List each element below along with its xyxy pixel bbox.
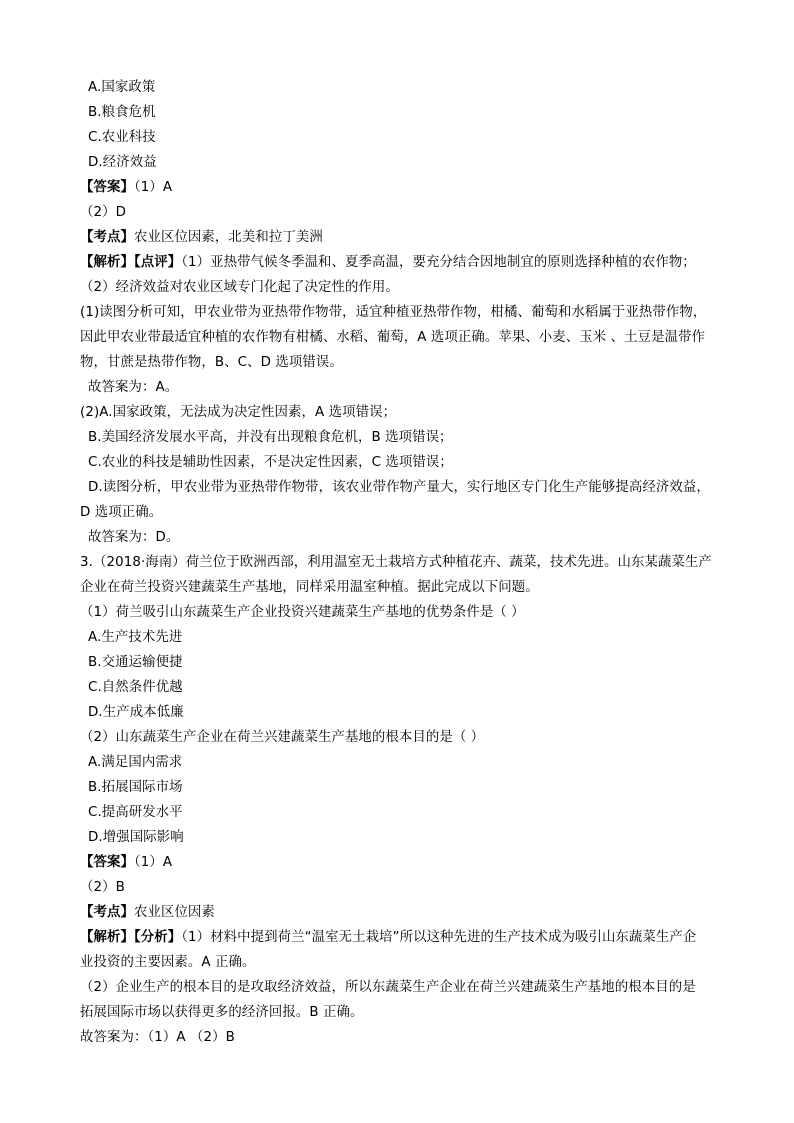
option-c: C.自然条件优越 (88, 680, 183, 695)
text-line: D 选项正确。 (80, 505, 163, 520)
exam-point-line (80, 229, 323, 247)
answer-line-1 (80, 854, 172, 872)
answer-label: 【答案】 (80, 180, 134, 195)
option-b-food-crisis: B.粮食危机 (88, 105, 156, 120)
exam-point-line (80, 904, 215, 922)
answer-line-2: （2）B (80, 880, 125, 895)
sub-question-2: （2）山东蔬菜生产企业在荷兰兴建蔬菜生产基地的根本目的是（ ） (80, 730, 485, 745)
text-line: 故答案为：A。 (88, 380, 179, 395)
analysis-line (80, 254, 696, 272)
option-d: D.增强国际影响 (88, 830, 184, 845)
text-line: 业投资的主要因素。A 正确。 (80, 955, 256, 970)
text-line: 因此甲农业带最适宜种植的农作物有柑橘、水稻、葡萄，A 选项正确。苹果、小麦、玉米 、土豆是温带作 (80, 330, 706, 345)
answer-text: （1）A (133, 180, 173, 195)
sub-question-1: （1）荷兰吸引山东蔬菜生产企业投资兴建蔬菜生产基地的优势条件是（ ） (80, 605, 525, 620)
exam-point-text: 农业区位因素，北美和拉丁美洲 (133, 230, 323, 245)
comment-label: 【点评】 (133, 255, 182, 270)
option-b: B.拓展国际市场 (88, 780, 183, 795)
text-line: (1)读图分析可知，甲农业带为亚热带作物带，适宜种植亚热带作物，柑橘、葡萄和水稻属于亚热带作物， (80, 305, 707, 320)
analysis-label: 【解析】 (80, 255, 134, 270)
answer-label: 【答案】 (80, 855, 134, 870)
option-d-economic-benefit: D.经济效益 (88, 155, 157, 170)
text-line: （2）企业生产的根本目的是攻取经济效益，所以东蔬菜生产企业在荷兰兴建蔬菜生产基地的根本目的是 (80, 980, 696, 995)
analysis-line (80, 929, 696, 947)
question-3-stem-continued: 企业在荷兰投资兴建蔬菜生产基地，同样采用温室种植。据此完成以下问题。 (80, 580, 539, 595)
analysis-label: 【解析】 (80, 930, 134, 945)
option-a-national-policy: A.国家政策 (88, 80, 156, 95)
option-c-agricultural-technology: C.农业科技 (88, 130, 156, 145)
option-a: A.生产技术先进 (88, 630, 183, 645)
answer-text: （1）A (133, 855, 173, 870)
text-line: 故答案为：D。 (88, 530, 180, 545)
exam-point-label: 【考点】 (80, 905, 134, 920)
analysis-text: （1）材料中提到荷兰“温室无土栽培”所以这种先进的生产技术成为吸引山东蔬菜生产企 (181, 930, 697, 945)
exam-point-text: 农业区位因素 (133, 905, 215, 920)
option-a: A.满足国内需求 (88, 755, 183, 770)
exam-point-label: 【考点】 (80, 230, 134, 245)
option-c: C.提高研发水平 (88, 805, 183, 820)
final-answer-line: 故答案为：（1）A （2）B (80, 1030, 235, 1045)
option-b: B.交通运输便捷 (88, 655, 183, 670)
text-line: 拓展国际市场以获得更多的经济回报。B 正确。 (80, 1005, 364, 1020)
question-3-stem: 3.（2018·海南）荷兰位于欧洲西部，利用温室无土栽培方式种植花卉、蔬菜，技术先进。山东某蔬菜生产 (80, 555, 712, 570)
text-line: 物，甘蔗是热带作物，B、C、D 选项错误。 (80, 355, 343, 370)
answer-line-2: （2）D (80, 205, 127, 220)
text-line: B.美国经济发展水平高，并没有出现粮食危机，B 选项错误； (88, 430, 453, 445)
text-line: （2）经济效益对农业区域专门化起了决定性的作用。 (80, 280, 399, 295)
text-line: C.农业的科技是辅助性因素，不是决定性因素，C 选项错误； (88, 455, 453, 470)
analysis-text: （1）亚热带气候冬季温和、夏季高温，要充分结合因地制宜的原则选择种植的农作物； (181, 255, 696, 270)
option-d: D.生产成本低廉 (88, 705, 184, 720)
text-line: (2)A.国家政策，无法成为决定性因素，A 选项错误； (80, 405, 397, 420)
analysis-sub-label: 【分析】 (133, 930, 182, 945)
text-line: D.读图分析，甲农业带为亚热带作物带，该农业带作物产量大，实行地区专门化生产能够提高经济效益， (88, 480, 710, 495)
answer-line-1 (80, 179, 172, 197)
